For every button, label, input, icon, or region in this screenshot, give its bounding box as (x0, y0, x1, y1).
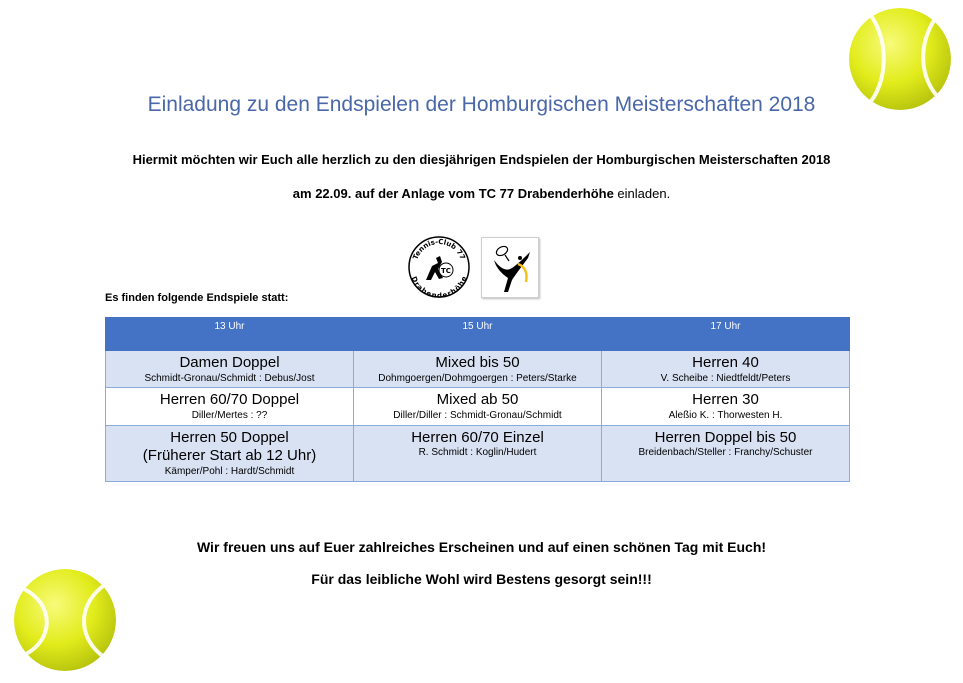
event-name: Mixed ab 50 (436, 391, 519, 409)
closing-text-catering: Für das leibliche Wohl wird Bestens gesorgt sein!!! (311, 571, 652, 587)
tennis-player-logo (481, 237, 539, 298)
table-cell (354, 388, 602, 425)
event-name: Herren 30 (692, 391, 759, 409)
table-cell (602, 425, 850, 481)
event-name: Herren 50 Doppel (170, 428, 289, 446)
date-location: am 22.09. auf der Anlage vom TC 77 Drabenderhöhe (292, 186, 614, 201)
event-players: Breidenbach/Steller : Franchy/Schuster (638, 447, 813, 459)
event-players: Diller/Diller : Schmidt-Gronau/Schmidt (393, 410, 562, 421)
closing-text: Wir freuen uns auf Euer zahlreiches Erscheinen und auf einen schönen Tag mit Euch! (196, 539, 767, 555)
intro-text-end: einladen. (613, 186, 671, 201)
event-players: Kämper/Pohl : Hardt/Schmidt (164, 466, 295, 477)
table-row (106, 425, 850, 481)
table-header-row (106, 318, 850, 351)
table-row (106, 388, 850, 425)
event-name: Herren Doppel bis 50 (654, 428, 797, 446)
intro-text-date (0, 186, 963, 201)
table-cell (354, 351, 602, 388)
event-players: R. Schmidt : Koglin/Hudert (418, 447, 537, 459)
event-players: V. Scheibe : Niedtfeldt/Peters (660, 372, 791, 384)
event-name: Herren 60/70 Doppel (159, 391, 300, 409)
column-header-17: 17 Uhr (602, 318, 850, 351)
table-caption: Es finden folgende Endspiele statt: (105, 292, 289, 304)
event-players: Aleßio K. : Thorwesten H. (668, 410, 783, 421)
column-header-15: 15 Uhr (354, 318, 602, 351)
table-cell (106, 351, 354, 388)
table-cell (602, 388, 850, 425)
event-name: Mixed bis 50 (435, 354, 520, 371)
table-cell (354, 425, 602, 481)
intro-text: Hiermit möchten wir Euch alle herzlich zu den diesjährigen Endspielen der Homburgischen Meisterschaften 2018 (132, 152, 831, 167)
event-name: Herren 60/70 Einzel (411, 428, 544, 446)
table-row (106, 351, 850, 388)
table-cell (602, 351, 850, 388)
column-header-13: 13 Uhr (106, 318, 354, 351)
table-cell (106, 425, 354, 481)
logo-text-top: Tennis-Club 77 (411, 237, 467, 261)
event-name: Damen Doppel (179, 354, 280, 371)
logo-text-bottom: Drabenderhöhe (409, 275, 469, 298)
event-players: Diller/Mertes : ?? (191, 410, 268, 421)
event-players: Dohmgoergen/Dohmgoergen : Peters/Starke (378, 372, 577, 384)
tennis-club-logo (408, 236, 470, 298)
page-title: Einladung zu den Endspielen der Homburgischen Meisterschaften 2018 (147, 93, 816, 116)
table-cell (106, 388, 354, 425)
event-name: Herren 40 (692, 354, 759, 371)
final-games-table (105, 317, 850, 482)
event-note: (Früherer Start ab 12 Uhr) (142, 447, 317, 465)
event-players: Schmidt-Gronau/Schmidt : Debus/Jost (144, 372, 315, 384)
logo-center-text: TC (441, 267, 451, 275)
